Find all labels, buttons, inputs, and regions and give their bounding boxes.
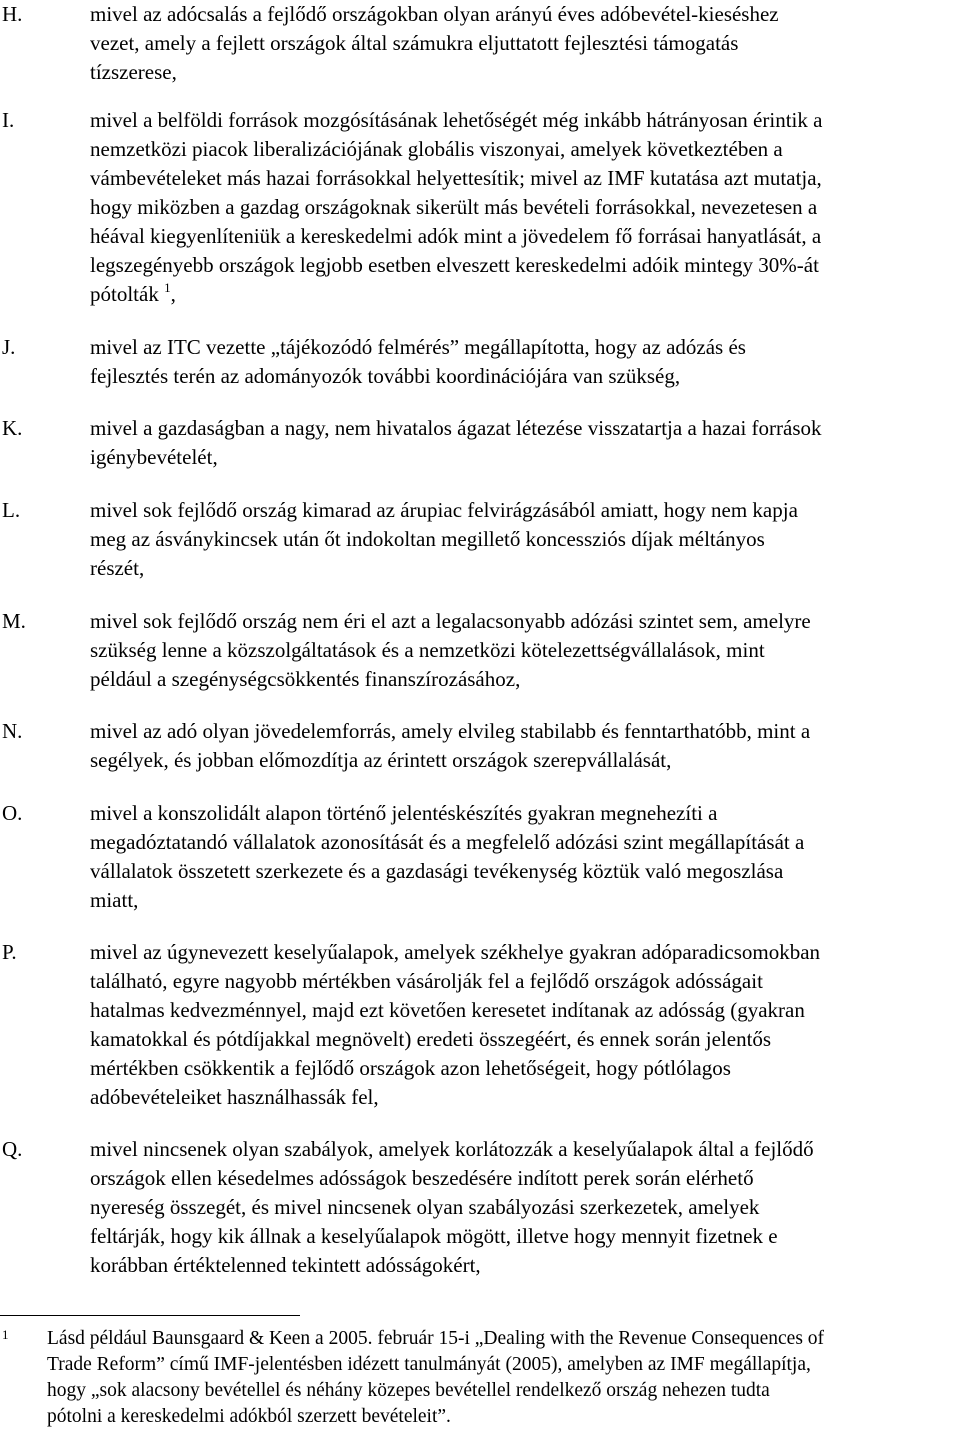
text-line: mivel az ITC vezette „tájékozódó felmérés” megállapította, hogy az adózás és <box>90 335 746 359</box>
text-line: meg az ásványkincsek után őt indokoltan megillető koncessziós díjak méltányos <box>90 527 765 551</box>
clause-letter: J. <box>2 335 16 359</box>
text-line: korábban értéktelenned tekintett adósságokért, <box>90 1253 481 1277</box>
footnote-line: Lásd például Baunsgaard & Keen a 2005. február 15-i „Dealing with the Revenue Consequences of <box>47 1328 825 1349</box>
clause-text <box>90 333 958 391</box>
footnote-mark: 1 <box>2 1327 9 1342</box>
text-line: vezet, amely a fejlett országok által számukra eljuttatott fejlesztési támogatás <box>90 31 739 55</box>
footnote-line: Trade Reform” című IMF-jelentésben idézett tanulmányát (2005), amelyben az IMF megállapítja, <box>47 1354 811 1375</box>
text-line: szükség lenne a közszolgáltatások és a nemzetközi kötelezettségvállalások, mint <box>90 638 765 662</box>
text-line: segélyek, és jobban előmozdítja az érintett országok szerepvállalását, <box>90 748 672 772</box>
clause-letter: L. <box>2 498 21 522</box>
clause-text <box>90 496 958 583</box>
clause-text <box>90 106 958 309</box>
text-line: országok ellen késedelmes adósságok beszedésére indított perek során elérhető <box>90 1166 754 1190</box>
text-line: mivel sok fejlődő ország kimarad az árupiac felvirágzásából amiatt, hogy nem kapja <box>90 498 798 522</box>
text-line: megadóztatandó vállalatok azonosítását és a megfelelő adózási szint megállapítását a <box>90 830 805 854</box>
text-line: mivel az adó olyan jövedelemforrás, amely elvileg stabilabb és fenntarthatóbb, mint a <box>90 719 811 743</box>
text-line: részét, <box>90 556 145 580</box>
text-fragment: pótolták <box>90 282 159 306</box>
text-line: miatt, <box>90 888 139 912</box>
clause-text <box>90 0 958 87</box>
text-line: mértékben csökkentik a fejlődő országok azon lehetőségeit, hogy pótlólagos <box>90 1056 731 1080</box>
clause-letter: I. <box>2 108 15 132</box>
text-line: például a szegénységcsökkentés finanszírozásához, <box>90 667 521 691</box>
text-line: mivel a gazdaságban a nagy, nem hivatalos ágazat létezése visszatartja a hazai források <box>90 416 822 440</box>
clause-letter: K. <box>2 416 23 440</box>
footnote-reference[interactable]: 1 <box>164 280 171 295</box>
text-line: feltárják, hogy kik állnak a keselyűalapok mögött, illetve hogy mennyit fizetnek e <box>90 1224 778 1248</box>
clause-text <box>90 607 958 694</box>
text-line: kamatokkal és pótdíjakkal megnövelt) eredeti összegéért, és ennek során jelentős <box>90 1027 772 1051</box>
text-line: legszegényebb országok legjobb esetben elveszett kereskedelmi adóik mintegy 30%-át <box>90 253 819 277</box>
text-line: mivel a belföldi források mozgósításának lehetőségét még inkább hátrányosan érintik a <box>90 108 823 132</box>
clause-text <box>90 799 958 915</box>
clause-letter: Q. <box>2 1137 23 1161</box>
text-line-with-footnote <box>90 280 958 309</box>
footnote-line: hogy „sok alacsony bevétellel és néhány közepes bevétellel rendelkező ország nehezen tudta <box>47 1380 770 1401</box>
text-line: nemzetközi piacok liberalizációjának globális viszonyai, amelyek következtében a <box>90 137 783 161</box>
clause-letter: N. <box>2 719 23 743</box>
text-line: található, egyre nagyobb mértékben vásárolják fel a fejlődő országok adósságait <box>90 969 763 993</box>
text-line: nyereség összegét, és mivel nincsenek olyan szabályozási szerkezetek, amelyek <box>90 1195 760 1219</box>
text-line: mivel a konszolidált alapon történő jelentéskészítés gyakran megnehezíti a <box>90 801 718 825</box>
text-line: vállalatok összetett szerkezete és a gazdasági tevékenység köztük való megoszlása <box>90 859 784 883</box>
clause-letter: M. <box>2 609 26 633</box>
footnote-separator <box>0 1315 300 1316</box>
clause-text <box>90 717 958 775</box>
text-line: fejlesztés terén az adományozók további koordinációjára van szükség, <box>90 364 681 388</box>
text-line: tízszerese, <box>90 60 177 84</box>
text-line: mivel sok fejlődő ország nem éri el azt a legalacsonyabb adózási szintet sem, amelyre <box>90 609 811 633</box>
text-fragment: , <box>170 282 176 306</box>
text-line: adóbevételeiket használhassák fel, <box>90 1085 379 1109</box>
text-line: héával kiegyenlíteniük a kereskedelmi adók mint a jövedelem fő forrásai hanyatlását, a <box>90 224 822 248</box>
text-line: mivel nincsenek olyan szabályok, amelyek korlátozzák a keselyűalapok által a fejlődő <box>90 1137 814 1161</box>
clause-text <box>90 938 958 1112</box>
text-line: mivel az úgynevezett keselyűalapok, amelyek székhelye gyakran adóparadicsomokban <box>90 940 821 964</box>
clause-letter: H. <box>2 2 23 26</box>
text-line: vámbevételeket más hazai forrásokkal helyettesítik; mivel az IMF kutatása azt mutatja, <box>90 166 822 190</box>
clause-letter: P. <box>2 940 17 964</box>
footnote-text <box>47 1326 957 1430</box>
text-line: hogy miközben a gazdag országoknak sikerült más bevételi forrásokkal, nevezetesen a <box>90 195 818 219</box>
footnote-line: pótolni a kereskedelmi adókból szerzett bevételeit”. <box>47 1406 451 1427</box>
clause-text <box>90 1135 958 1280</box>
text-line: hatalmas kedvezménnyel, majd ezt követően keresetet indítanak az adósság (gyakran <box>90 998 805 1022</box>
text-line: igénybevételét, <box>90 445 218 469</box>
clause-text <box>90 414 958 472</box>
clause-letter: O. <box>2 801 23 825</box>
text-line: mivel az adócsalás a fejlődő országokban olyan arányú éves adóbevétel-kieséshez <box>90 2 779 26</box>
